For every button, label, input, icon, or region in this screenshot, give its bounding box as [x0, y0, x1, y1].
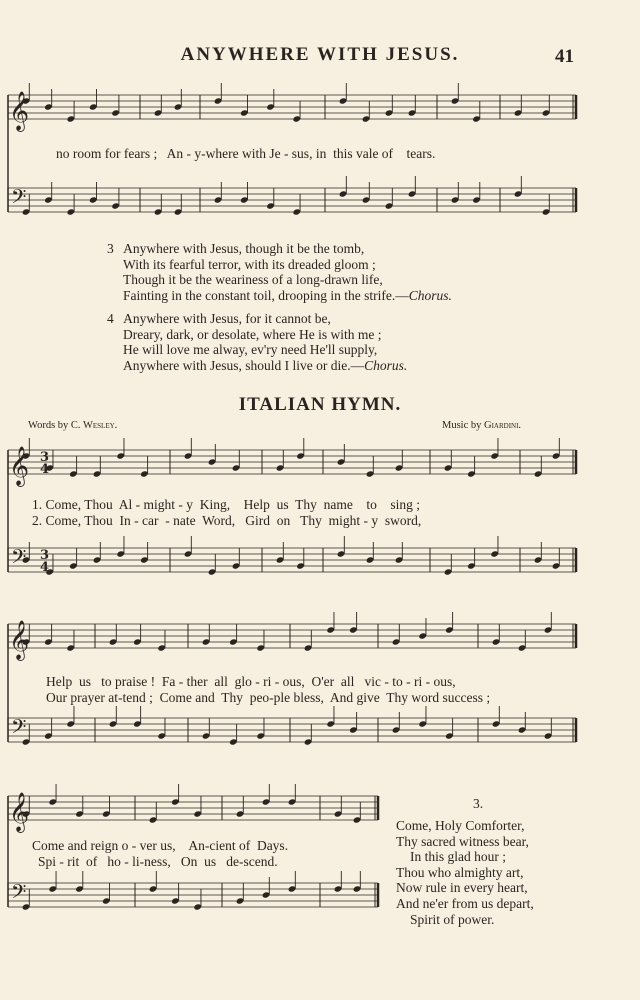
verse-line: Thou who almighty art,: [396, 864, 524, 880]
hymn2-s2-line2: Our prayer at-tend ; Come and Thy peo-ple bless, And give Thy word success ;: [46, 690, 491, 705]
page-header: ANYWHERE WITH JESUS.: [180, 44, 460, 65]
music-credit: [442, 420, 521, 431]
hymn2-verse3: [396, 818, 534, 927]
bass-clef-icon: 𝄢: [11, 715, 27, 743]
page-number: 41: [555, 46, 574, 67]
treble-clef-icon: 𝄞: [9, 792, 30, 832]
music-by-label: Music by: [442, 420, 482, 431]
verse-line: Thy sacred witness bear,: [396, 833, 529, 849]
bass-clef-icon: 𝄢: [11, 545, 27, 573]
verse-line: Now rule in every heart,: [396, 880, 528, 896]
hymn2-s1-line2: 2. Come, Thou In - car - nate Word, Gird on Thy might - y sword,: [32, 513, 422, 528]
time-signature-top: 3: [40, 450, 50, 465]
treble-clef-icon: 𝄞: [9, 91, 30, 131]
hymn1-lyric-line: no room for fears ; An - y-where with Je - sus, in this vale of tears.: [56, 146, 436, 161]
verse-line: And ne'er from us depart,: [396, 895, 534, 911]
bass-clef-icon: 𝄢: [11, 880, 27, 908]
verse-line: He will love me alway, ev'ry need He'll supply,: [123, 342, 378, 357]
words-by-name: C. Wesley.: [70, 420, 118, 431]
treble-clef-icon: 𝄞: [9, 620, 30, 660]
verse-line: In this glad hour ;: [410, 849, 506, 865]
hymn2-verse3-number: 3.: [473, 796, 484, 811]
treble-clef-icon: 𝄞: [9, 446, 30, 486]
verse-line: Spirit of power.: [410, 911, 495, 927]
verse-line: Dreary, dark, or desolate, where He is with me ;: [123, 326, 382, 342]
verse-line: Anywhere with Jesus, though it be the tomb,: [123, 241, 365, 256]
bass-clef-icon: 𝄢: [11, 185, 27, 213]
hymn2-s1-line1: 1. Come, Thou Al - might - y King, Help us Thy name to sing ;: [32, 497, 420, 512]
verse-line: Anywhere with Jesus, should I live or die.—: [123, 357, 365, 373]
verse-line: With its fearful terror, with its dreaded gloom ;: [123, 256, 376, 272]
time-signature-top: 3: [40, 548, 50, 563]
verse-line: Fainting in the constant toil, drooping in the strife.—: [123, 287, 409, 303]
hymn2-s2-line1: Help us to praise ! Fa - ther all glo - ri - ous, O'er all vic - to - ri - ous,: [46, 674, 456, 689]
words-credit: [28, 420, 117, 431]
chorus-label: Chorus.: [364, 357, 408, 373]
words-by-label: Words by: [28, 420, 69, 431]
verse-line: Anywhere with Jesus, for it cannot be,: [123, 311, 331, 326]
verse-number: 4: [107, 311, 114, 326]
hymn1-verse4: [107, 311, 407, 373]
hymn1-verse3: [107, 241, 452, 303]
verse-number: 3: [107, 241, 114, 256]
verse-line: Come, Holy Comforter,: [396, 818, 525, 833]
music-by-name: Giardini.: [484, 420, 522, 431]
time-signature-bottom: 4: [40, 462, 50, 477]
hymn2-s3-line2: Spi - rit of ho - li-ness, On us de-scend.: [38, 854, 278, 869]
verse-line: Though it be the weariness of a long-drawn life,: [123, 272, 383, 287]
hymn2-title: ITALIAN HYMN.: [238, 394, 402, 415]
hymn2-s3-line1: Come and reign o - ver us, An-cient of Days.: [32, 838, 289, 853]
chorus-label: Chorus.: [408, 287, 452, 303]
time-signature-bottom: 4: [40, 560, 50, 575]
